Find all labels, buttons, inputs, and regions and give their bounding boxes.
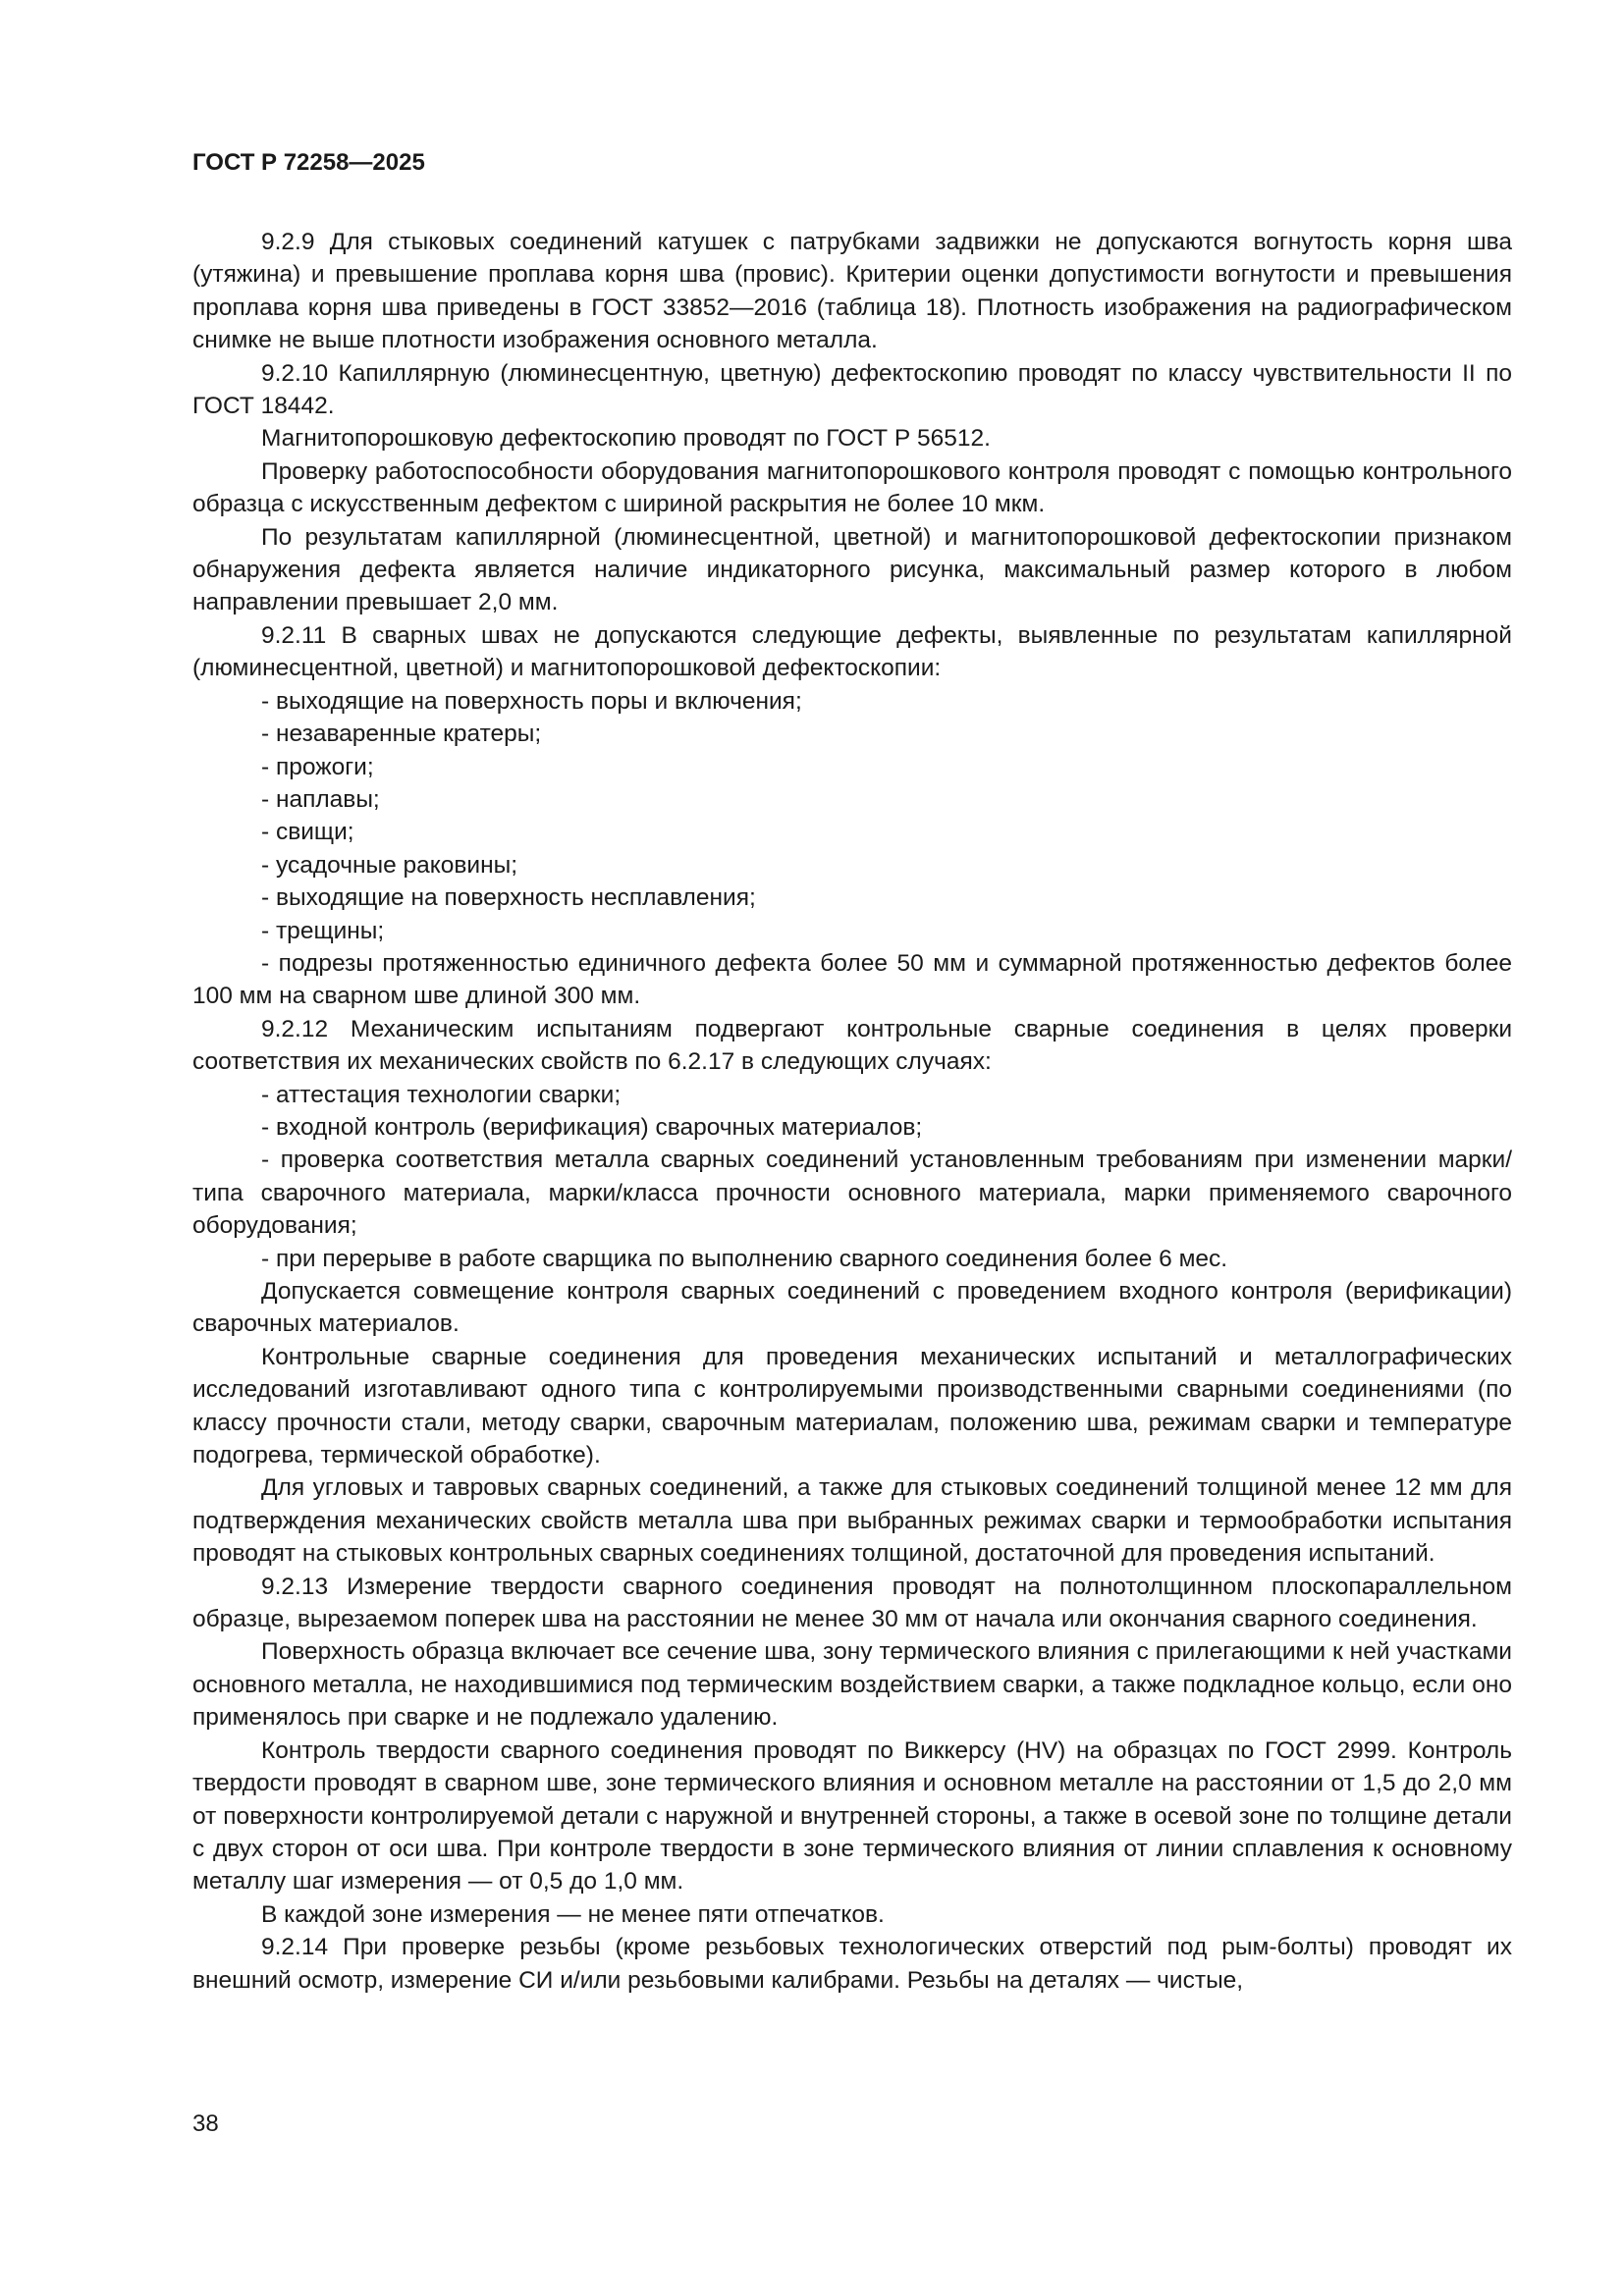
list-item: - усадочные раковины; [261,851,518,879]
paragraph: 9.2.14 При проверке резьбы (кроме резьбовых технологических отверстий под рым-болты) проводят их внешний осмотр, измерение СИ и/или резьбовыми калибрами. Резьбы на деталях — чистые, [192,1934,1512,1994]
paragraph: Контрольные сварные соединения для проведения механических испытаний и металлографических исследований изготавливают одного типа с контролируемыми производственными сварными соединениями (по классу прочности стали, методу сварки, сварочным материалам, положению шва, режимам сварки и температуре подогрева, термической обработке). [192,1343,1512,1469]
paragraph: Магнитопорошковую дефектоскопию проводят по ГОСТ Р 56512. [261,425,991,453]
page-number: 38 [192,2110,219,2137]
list-item: - наплавы; [261,785,380,813]
list-item: - при перерыве в работе сварщика по выполнению сварного соединения более 6 мес. [261,1245,1228,1272]
document-header: ГОСТ Р 72258—2025 [192,149,425,176]
paragraph: 9.2.11 В сварных швах не допускаются следующие дефекты, выявленные по результатам капиллярной (люминесцентной, цветной) и магнитопорошковой дефектоскопии: [192,621,1512,682]
paragraph: Допускается совмещение контроля сварных соединений с проведением входного контроля (верификации) сварочных материалов. [192,1278,1512,1338]
list-item: - свищи; [261,819,354,846]
list-item: - проверка соответствия металла сварных соединений установленным требованиям при изменении марки/типа сварочного материала, марки/класса прочности основного материала, марки применяемого сварочного оборудования; [192,1147,1512,1240]
paragraph: По результатам капиллярной (люминесцентной, цветной) и магнитопорошковой дефектоскопии признаком обнаружения дефекта является наличие индикаторного рисунка, максимальный размер которого в любом направлении превышает 2,0 мм. [192,523,1512,616]
paragraph: Контроль твердости сварного соединения проводят по Виккерсу (HV) на образцах по ГОСТ 2999. Контроль твердости проводят в сварном шве, зоне термического влияния и основном металле на расстоянии от 1,5 до 2,0 мм от поверхности контролируемой детали с наружной и внутренней стороны, а также в осевой зоне по толщине детали с двух сторон от оси шва. При контроле твердости в зоне термического влияния от линии сплавления к основному металлу шаг измерения — от 0,5 до 1,0 мм. [192,1736,1512,1896]
paragraph: 9.2.12 Механическим испытаниям подвергают контрольные сварные соединения в целях проверки соответствия их механических свойств по 6.2.17 в следующих случаях: [192,1015,1512,1076]
paragraph: 9.2.13 Измерение твердости сварного соединения проводят на полнотолщинном плоскопараллельном образце, вырезаемом поперек шва на расстоянии не менее 30 мм от начала или окончания сварного соединения. [192,1573,1512,1633]
list-item: - незаваренные кратеры; [261,721,542,748]
list-item: - входной контроль (верификация) сварочных материалов; [261,1113,923,1141]
paragraph: 9.2.10 Капиллярную (люминесцентную, цветную) дефектоскопию проводят по классу чувствительности II по ГОСТ 18442. [192,359,1512,420]
list-item: - прожоги; [261,753,374,780]
paragraph: Для угловых и тавровых сварных соединений, а также для стыковых соединений толщиной менее 12 мм для подтверждения механических свойств металла шва при выбранных режимах сварки и термообработки испытания проводят на стыковых контрольных сварных соединениях толщиной, достаточной для проведения испытаний. [192,1474,1512,1568]
list-item: - выходящие на поверхность поры и включения; [261,687,802,715]
paragraph: 9.2.9 Для стыковых соединений катушек с патрубками задвижки не допускаются вогнутость корня шва (утяжина) и превышение проплава корня шва (провис). Критерии оценки допустимости вогнутости и превышения проплава корня шва приведены в ГОСТ 33852—2016 (таблица 18). Плотность изображения на радиографическом снимке не выше плотности изображения основного металла. [192,229,1512,354]
list-item: - подрезы протяженностью единичного дефекта более 50 мм и суммарной протяженностью дефектов более 100 мм на сварном шве длиной 300 мм. [192,949,1512,1010]
list-item: - аттестация технологии сварки; [261,1081,622,1108]
paragraph: Поверхность образца включает все сечение шва, зону термического влияния с прилегающими к ней участками основного металла, не находившимися под термическим воздействием сварки, а также подкладное кольцо, если оно применялось при сварке и не подлежало удалению. [192,1638,1512,1732]
list-item: - трещины; [261,917,385,944]
paragraph: Проверку работоспособности оборудования магнитопорошкового контроля проводят с помощью контрольного образца с искусственным дефектом с шириной раскрытия не более 10 мкм. [192,457,1512,518]
list-item: - выходящие на поверхность несплавления; [261,884,756,912]
document-body [192,226,1512,1997]
paragraph: В каждой зоне измерения — не менее пяти отпечатков. [261,1900,885,1928]
